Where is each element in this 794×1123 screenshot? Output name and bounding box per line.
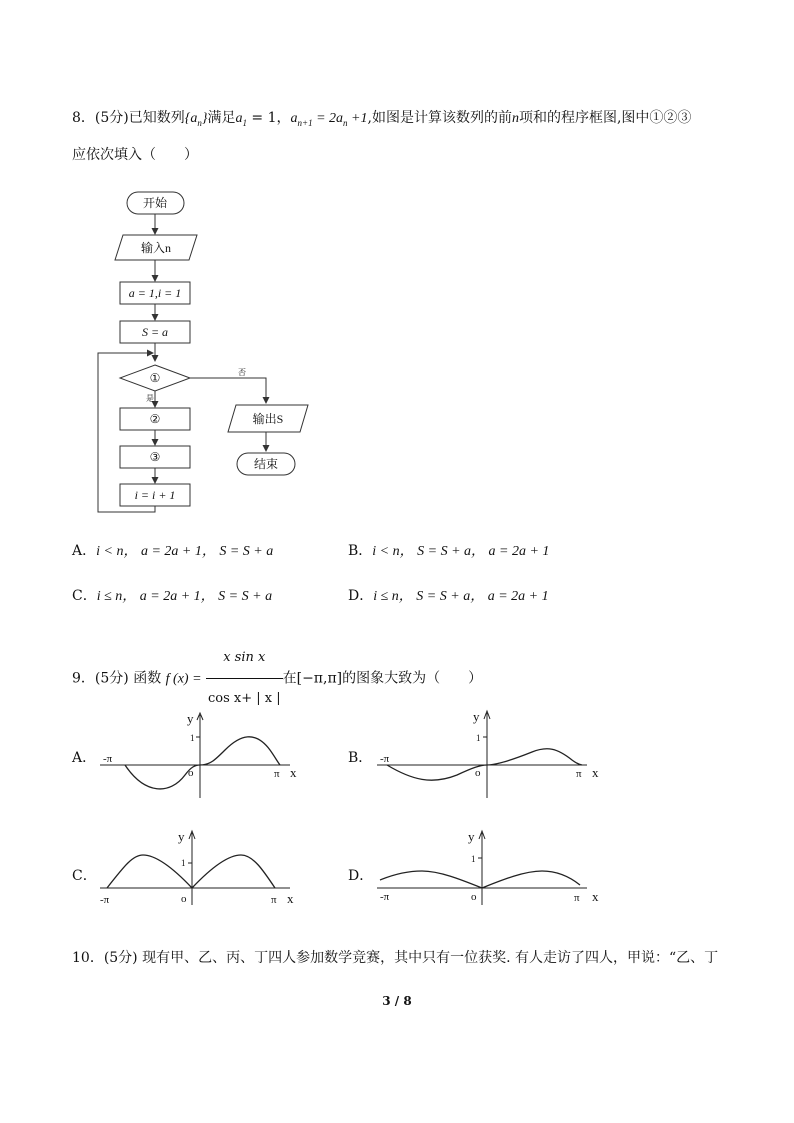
flow-start-text: 开始	[142, 196, 168, 210]
graph-c-y-label: y	[178, 829, 185, 844]
graph-a-pi: π	[274, 768, 280, 780]
q8-cond1-rest: = 1，	[246, 110, 291, 126]
flow-sum-text: S = a	[141, 325, 169, 339]
q8-n: n	[511, 111, 519, 126]
q10-stem: 10．(5分) 现有甲、乙、丙、丁四人参加数学竞赛，其中只有一位获奖. 有人走访了四人，甲说：“乙、丁	[72, 950, 719, 966]
q9-fx: f (x) =	[165, 671, 202, 687]
graph-b-neg-pi: -π	[380, 753, 390, 765]
flow-input-text: 输入n	[140, 241, 172, 255]
graph-c-one: 1	[181, 858, 186, 868]
q8-text-c: ,如图是计算该数列的前	[367, 110, 512, 126]
q8-cond1: $a_1$	[235, 111, 247, 128]
graph-b	[372, 705, 612, 800]
flow-cond-text: ①	[149, 371, 161, 385]
graph-d-one: 1	[471, 854, 476, 864]
flow-yes-label: 是	[146, 394, 154, 403]
graph-c-x-label: x	[287, 891, 294, 906]
graph-b-origin: o	[475, 767, 481, 779]
graph-b-curve	[387, 749, 582, 780]
q8-text-a: 8．(5分)已知数列	[72, 110, 185, 126]
q9-suffix: 在[−π,π]的图象大致为（ ）	[282, 670, 483, 687]
graph-c	[95, 825, 315, 910]
q8-line1	[72, 108, 691, 133]
graph-a-curve	[125, 737, 280, 789]
q8-line2: 应依次填入（ ）	[72, 147, 198, 163]
graph-a-label: A．	[72, 750, 97, 766]
flow-step2-text: ②	[149, 412, 161, 426]
graph-d-y-label: y	[468, 829, 475, 844]
flow-output-text: 输出S	[252, 412, 284, 426]
graph-c-label: C．	[72, 868, 97, 884]
graph-a-neg-pi: -π	[103, 753, 113, 765]
q8-option-b: B．i < n， S = S + a， a = 2a + 1	[348, 543, 550, 559]
q8-option-c: C．i ≤ n， a = 2a + 1， S = S + a	[72, 588, 273, 604]
q8-cond2: $a_{n+1} = 2a_n +1$	[290, 111, 368, 128]
q8-flowchart	[90, 185, 330, 520]
flow-inc-text: i = i + 1	[134, 488, 176, 502]
graph-a-one: 1	[190, 733, 195, 743]
graph-a-y-label: y	[187, 711, 194, 726]
page-number: 3 / 8	[382, 994, 412, 1008]
graph-d-curve	[380, 871, 580, 888]
graph-a-origin: o	[188, 767, 194, 779]
q8-option-d: D．i ≤ n， S = S + a， a = 2a + 1	[348, 588, 549, 604]
q8-seq: $\{a_n\}$	[184, 111, 208, 128]
graph-b-y-label: y	[473, 709, 480, 724]
graph-b-label: B．	[348, 750, 373, 766]
graph-c-curve	[107, 855, 275, 888]
graph-d-pi: π	[574, 892, 580, 904]
flow-no-branch	[190, 378, 266, 403]
graph-b-one: 1	[476, 733, 481, 743]
graph-c-pi: π	[271, 894, 277, 906]
graph-a-x-label: x	[290, 765, 297, 780]
q9-denominator: cos x+ | x |	[207, 691, 281, 706]
graph-b-pi: π	[576, 768, 582, 780]
flow-init-text: a = 1,i = 1	[128, 286, 182, 300]
flow-no-label: 否	[238, 368, 246, 377]
graph-d-neg-pi: -π	[380, 891, 390, 903]
graph-c-origin: o	[181, 893, 187, 905]
q8-text-d: 项和的程序框图,图中①②③	[518, 110, 692, 126]
graph-d-origin: o	[471, 891, 477, 903]
q8-text-b: 满足	[207, 110, 236, 126]
graph-a	[95, 705, 315, 800]
graph-d-label: D．	[348, 868, 374, 884]
q8-option-a: A．i < n， a = 2a + 1， S = S + a	[72, 543, 274, 559]
q9-prefix: 9．(5分) 函数	[72, 670, 162, 687]
graph-c-neg-pi: -π	[100, 894, 110, 906]
flow-step3-text: ③	[149, 450, 161, 464]
graph-b-x-label: x	[592, 765, 599, 780]
flow-end-text: 结束	[253, 457, 279, 471]
graph-d	[372, 825, 612, 910]
q9-numerator: x sin x	[206, 638, 283, 679]
graph-d-x-label: x	[592, 889, 599, 904]
